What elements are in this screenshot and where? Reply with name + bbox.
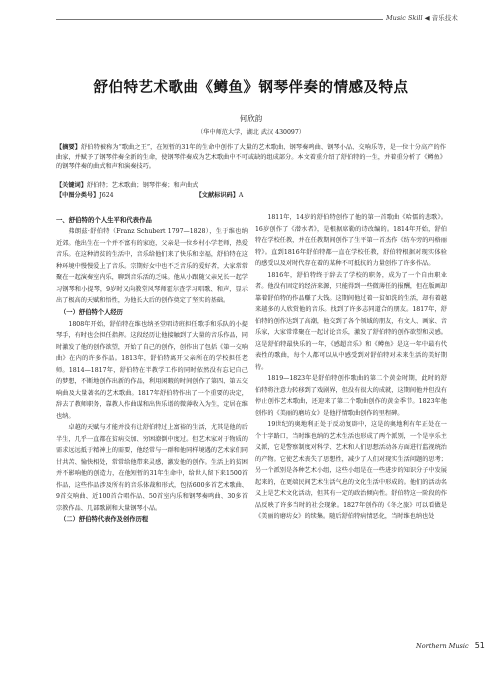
article-meta <box>56 181 243 200</box>
doc-code-value: A <box>238 191 244 199</box>
article-title: 舒伯特艺术歌曲《鳟鱼》钢琴伴奏的情感及特点 <box>93 80 409 96</box>
paragraph: 卓越的天赋与才能并没有让舒伯特过上富裕的生活，尤其是他的后半生，几乎一直都在贫病交加、穷困潦倒中度过。但艺术家对于物质的需求远远抵于精神上的需要，他经常与一群和他同样境遇的艺术家们同甘共苦、愉快相处，常常给他带来灵感，激发他的创作。生活上的贫困并不影响他的创造力，在他短暂的31年生命中，给世人留下来1500首作品，这些作品涉及所有的音乐体裁和形式，包括600多首艺术歌曲、9首交响曲、近100首合唱作品、50首室内乐和钢琴奏鸣曲、30多首宗教作品、几部歌剧和大量钢琴小品。 <box>56 424 248 512</box>
section-heading-1: 一、舒伯特的个人生平和代表作品 <box>56 216 152 224</box>
page-footer <box>416 641 485 650</box>
paragraph: 1811年，14岁的舒伯特创作了他的第一首歌曲《哈儒的悲歌》。16岁创作了《潜水者》，是根据席勒的诗改编的。1814年开始，舒伯特在学校任教，并在任教期间创作了生平第一首杰作《纺车旁的玛格丽特》。直到1816年舒伯特都一直在学校任教，舒伯特根据对现实体验的感受以及对时代存在着的某种不可抵抗的力量创作了许多作品。 <box>255 214 447 267</box>
paragraph: 1819—1823年是舒伯特创作歌曲的第二个黄金时期，此时的舒伯特将注意力转移到了戏剧界，但没有很大的成就，这期间他并但没有停止创作艺术歌曲，还迎来了第二个歌曲创作的黄金季节。1823年他创作的《美丽的磨坊女》是他抒情歌曲创作的里程碑。 <box>255 375 447 417</box>
author-name: 何欣韵 <box>239 114 263 123</box>
journal-name-en: Music Skill <box>386 14 423 22</box>
right-column <box>255 212 447 523</box>
author-affiliation: （华中师范大学，湖北 武汉 430097） <box>197 129 305 136</box>
abstract <box>56 143 446 172</box>
page-number: 51 <box>474 641 485 650</box>
footer-journal-name: Northern Music <box>416 642 469 650</box>
classification-row <box>56 191 243 201</box>
doc-code-label: 【文献标识码】 <box>195 191 239 199</box>
paragraph: 1808年开始，舒伯特在维也纳圣堂唱诗班担任歌手和乐队的小提琴手，有时也会担任指挥。这段经历让他接触到了大量的音乐作品，同时激发了他的创作欲望，开始了自己的创作，创作出了包括《第一交响曲》在内的许多作品。1813年，舒伯特离开父亲所在的学校担任老师。1814—1817年，舒伯特在半教学工作的同时依然没有忘记自己的梦想，不断地创作出新的作品，利用闲暇的时间创作了第四、第五交响曲及大量著名的艺术歌曲。1817年舒伯特作出了一个重要的决定，辞去了教师职务，靠教人作曲谋和出售乐谱的微薄收入为生，定居在维也纳。 <box>56 320 248 420</box>
classification-label: 【中图分类号】 <box>56 191 100 199</box>
paragraph: 弗朗兹·舒伯特（Franz Schubert 1797—1828），生于维也纳近郊。他出生在一个并不富有的家庭，父亲是一位乡村小学老师，热爱音乐。在这种清贫的生活中，音乐给他们来了快乐和幸福，舒伯特在这种环境中慢慢爱上了音乐。宗期好女中也不乏音乐的爱好者，大家常常聚在一起演奏室内乐，聊到音乐活的乏味。他从小跟随父亲兄长一起学习钢琴和小提琴，9岁时又向教堂风琴师霍尔查学习唱歌、和声，显示出了极高的天赋和悟性，为他长大后的创作奠定了坚实的基础。 <box>56 228 248 304</box>
classification-value: J624 <box>99 191 114 199</box>
keywords-label: 【关键词】 <box>56 182 87 189</box>
paragraph: 19世纪的奥地利正处于反动复辟中，这是的奥地利有年正处在一个十字路口，当时维也纳的艺术生活也形成了两个派别，一个是享乐主义派，它是警察制度对科学、艺术和人们思想活动各方面进行监视统治的产物。它使艺术丧失了思想性，减少了人们对现实生活问题的思考；另一个派别是各种艺术小组，这些小组是在一些进步的知识分子中发展起来的，在更端民间艺术生活气息的文化生活中形成的。他们的活动名义上是艺术文化活动，但其有一定的政治倾向性。舒伯特这一阶段的作品反映了许多当时的社会现象。1827年创作的《冬之旅》可以看做是《美丽的磨坊女》的续集。随后舒伯特病情恶化，当时维也纳也处 <box>255 421 447 520</box>
keywords-text: 舒伯特；艺术歌曲；钢琴伴奏；和声曲式 <box>86 182 199 189</box>
keywords-row <box>56 181 243 191</box>
abstract-label: 【摘要】 <box>56 144 82 151</box>
section-label: ◀ 音乐技术 <box>424 14 458 22</box>
subsection-heading-2: （二）舒伯特代表作及创作历程 <box>60 516 149 523</box>
header-rule <box>56 19 383 20</box>
left-column <box>56 214 248 526</box>
running-header <box>386 13 458 22</box>
abstract-text: 舒伯特被称为“歌曲之王”，在短暂的31年的生命中创作了大量的艺术歌曲、钢琴奏鸣曲、钢琴小品、交响乐等，是一位十分高产的作曲家，并赋予了钢琴伴奏全新的生命，使钢琴伴奏成为艺术歌曲中不可或缺的组成部分。本文着重介绍了舒伯特的一生，并着重分析了《鳟鱼》的钢琴伴奏的曲式和声和演奏技巧。 <box>56 144 446 171</box>
paragraph: 1816年，舒伯特终于辞去了学校的职务，成为了一个自由职业者。他没有固定的经济来源，只能得到一些微薄任的报酬，但在版画却靠着舒伯特的作品赚了大钱。这期间他过着一贫如洗的生活，却有着越来越多的人欣赏他的音乐。找到了许多志同道合的朋友。1817年，舒伯特的创作达到了高潮，他交到了各个领域的朋友，有文人、画家、音乐家，大家常常聚在一起讨论音乐，激发了舒伯特的创作欲望和灵感。这是舒伯特最快乐的一年，《感超音乐》和《鳟鱼》是这一年中最有代表性的歌曲，每个人都可以从中感受到对舒伯特对未来生活的美好期待。 <box>255 271 447 371</box>
subsection-heading-1: （一）舒伯特个人经历 <box>60 308 123 316</box>
